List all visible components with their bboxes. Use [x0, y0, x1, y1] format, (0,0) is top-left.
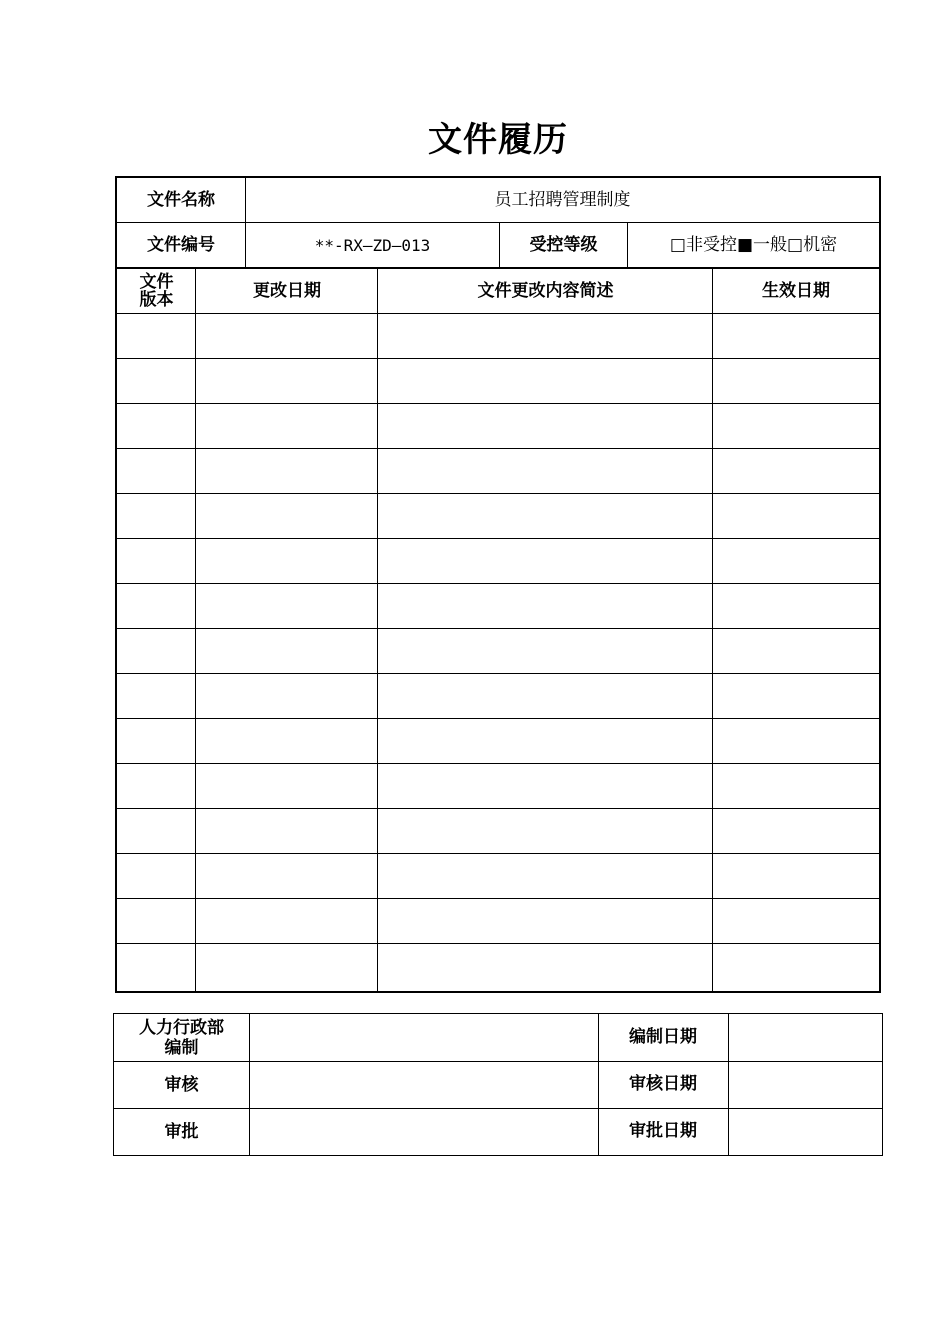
table-cell[interactable]	[117, 854, 196, 898]
table-cell[interactable]	[378, 449, 713, 493]
table-cell[interactable]	[713, 494, 879, 538]
table-cell[interactable]	[196, 944, 378, 988]
signoff-value[interactable]	[249, 1014, 598, 1061]
file-number-label: 文件编号	[147, 234, 215, 255]
table-cell[interactable]	[713, 359, 879, 403]
table-cell[interactable]	[713, 539, 879, 583]
table-cell[interactable]	[117, 494, 196, 538]
signoff-label: 审核	[164, 1074, 199, 1095]
table-cell[interactable]	[713, 809, 879, 853]
table-cell[interactable]	[117, 584, 196, 628]
table-cell[interactable]	[196, 539, 378, 583]
table-cell[interactable]	[378, 764, 713, 808]
table-cell[interactable]	[378, 359, 713, 403]
table-cell[interactable]	[713, 449, 879, 493]
history-column-header: 更改日期	[253, 281, 321, 301]
table-cell[interactable]	[713, 674, 879, 718]
signoff-label: 审批	[164, 1121, 199, 1142]
table-cell[interactable]	[117, 404, 196, 448]
table-cell[interactable]	[117, 944, 196, 988]
table-cell[interactable]	[378, 539, 713, 583]
table-cell[interactable]	[196, 404, 378, 448]
control-level-value: □非受控■一般□机密	[669, 234, 838, 255]
table-cell[interactable]	[196, 764, 378, 808]
table-cell[interactable]	[196, 854, 378, 898]
table-cell[interactable]	[196, 359, 378, 403]
table-cell[interactable]	[117, 314, 196, 358]
document-title: 文件履历	[428, 120, 568, 160]
signoff-label: 人力行政部 编制	[139, 1017, 224, 1058]
history-column-header: 文件更改内容简述	[477, 281, 614, 301]
table-cell[interactable]	[117, 449, 196, 493]
table-cell[interactable]	[713, 719, 879, 763]
table-cell[interactable]	[196, 494, 378, 538]
history-column-header: 文件 版本	[139, 272, 174, 310]
table-cell[interactable]	[713, 899, 879, 943]
table-cell[interactable]	[378, 404, 713, 448]
table-cell[interactable]	[117, 629, 196, 673]
signoff-date-value[interactable]	[728, 1014, 882, 1061]
control-level-label: 受控等级	[529, 234, 598, 255]
table-cell[interactable]	[713, 944, 879, 988]
table-cell[interactable]	[117, 359, 196, 403]
table-cell[interactable]	[196, 899, 378, 943]
table-cell[interactable]	[378, 494, 713, 538]
table-cell[interactable]	[196, 629, 378, 673]
table-cell[interactable]	[117, 899, 196, 943]
file-history-table	[115, 176, 881, 993]
table-cell[interactable]	[196, 809, 378, 853]
table-cell[interactable]	[378, 584, 713, 628]
table-cell[interactable]	[196, 449, 378, 493]
table-cell[interactable]	[378, 854, 713, 898]
file-name-label: 文件名称	[147, 189, 215, 210]
table-cell[interactable]	[378, 719, 713, 763]
signoff-value[interactable]	[249, 1108, 598, 1155]
table-cell[interactable]	[196, 314, 378, 358]
table-cell[interactable]	[117, 764, 196, 808]
table-cell[interactable]	[378, 944, 713, 988]
table-cell[interactable]	[713, 584, 879, 628]
table-cell[interactable]	[117, 719, 196, 763]
history-column-header: 生效日期	[762, 281, 830, 301]
column-divider	[728, 1014, 729, 1155]
signoff-date-label: 编制日期	[629, 1027, 697, 1047]
table-cell[interactable]	[378, 809, 713, 853]
table-cell[interactable]	[196, 719, 378, 763]
table-cell[interactable]	[378, 314, 713, 358]
table-cell[interactable]	[378, 899, 713, 943]
table-cell[interactable]	[117, 809, 196, 853]
table-cell[interactable]	[378, 629, 713, 673]
signoff-value[interactable]	[249, 1061, 598, 1108]
signoff-date-value[interactable]	[728, 1061, 882, 1108]
signoff-date-label: 审批日期	[629, 1121, 697, 1141]
table-cell[interactable]	[196, 674, 378, 718]
table-cell[interactable]	[713, 764, 879, 808]
signoff-date-value[interactable]	[728, 1108, 882, 1155]
file-name-value: 员工招聘管理制度	[494, 189, 631, 210]
table-cell[interactable]	[196, 584, 378, 628]
table-cell[interactable]	[713, 404, 879, 448]
table-cell[interactable]	[713, 629, 879, 673]
column-divider	[598, 1014, 599, 1155]
signoff-table	[113, 1013, 883, 1156]
table-cell[interactable]	[713, 854, 879, 898]
table-cell[interactable]	[117, 539, 196, 583]
file-number-value: **-RX—ZD—013	[314, 235, 431, 255]
table-cell[interactable]	[713, 314, 879, 358]
column-divider	[249, 1014, 250, 1155]
table-cell[interactable]	[378, 674, 713, 718]
signoff-date-label: 审核日期	[629, 1074, 697, 1094]
table-cell[interactable]	[117, 674, 196, 718]
